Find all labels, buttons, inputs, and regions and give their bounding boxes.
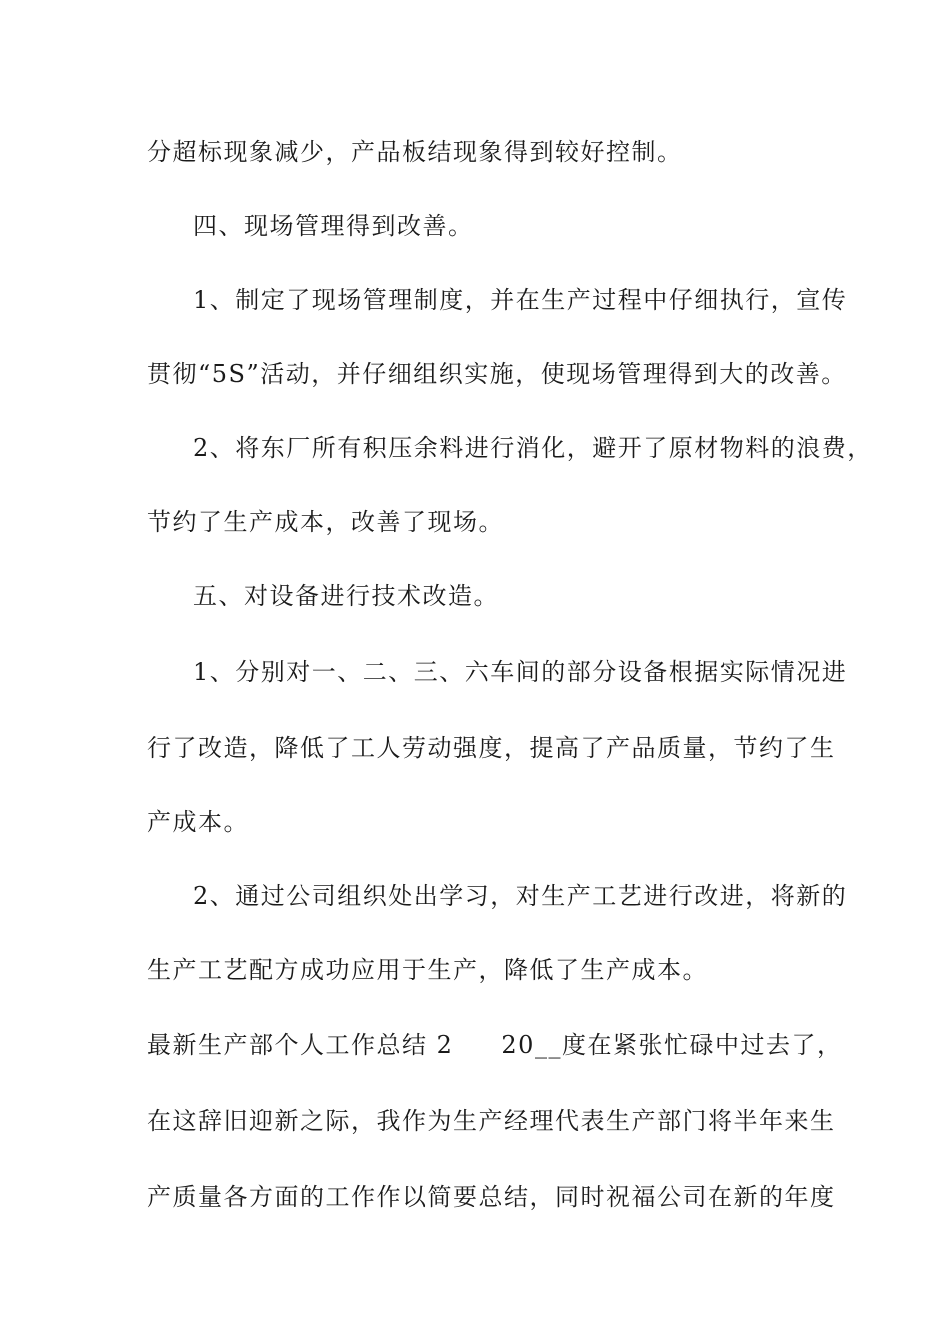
paragraph-line: 2、将东厂所有积压余料进行消化，避开了原材物料的浪费， — [193, 434, 873, 462]
paragraph-line: 在这辞旧迎新之际，我作为生产经理代表生产部门将半年来生 — [147, 1107, 836, 1135]
section-title: 最新生产部个人工作总结 2 — [147, 1031, 454, 1059]
section-heading: 五、对设备进行技术改造。 — [193, 582, 499, 610]
paragraph-line: 行了改造，降低了工人劳动强度，提高了产品质量，节约了生 — [147, 734, 836, 762]
section-title-continuation: 20__度在紧张忙碌中过去了， — [501, 1031, 843, 1059]
paragraph-line: 1、制定了现场管理制度，并在生产过程中仔细执行，宣传 — [193, 286, 848, 314]
paragraph-line: 节约了生产成本，改善了现场。 — [147, 508, 504, 536]
paragraph-line: 2、通过公司组织处出学习，对生产工艺进行改进，将新的 — [193, 882, 848, 910]
section-title-line — [147, 1030, 843, 1060]
paragraph-line: 分超标现象减少，产品板结现象得到较好控制。 — [147, 138, 683, 166]
paragraph-line: 产成本。 — [147, 808, 249, 836]
paragraph-line: 生产工艺配方成功应用于生产，降低了生产成本。 — [147, 956, 708, 984]
paragraph-line: 产质量各方面的工作作以简要总结，同时祝福公司在新的年度 — [147, 1183, 836, 1211]
paragraph-line: 1、分别对一、二、三、六车间的部分设备根据实际情况进 — [193, 658, 848, 686]
section-heading: 四、现场管理得到改善。 — [193, 212, 474, 240]
paragraph-line: 贯彻“5S”活动，并仔细组织实施，使现场管理得到大的改善。 — [147, 360, 847, 388]
